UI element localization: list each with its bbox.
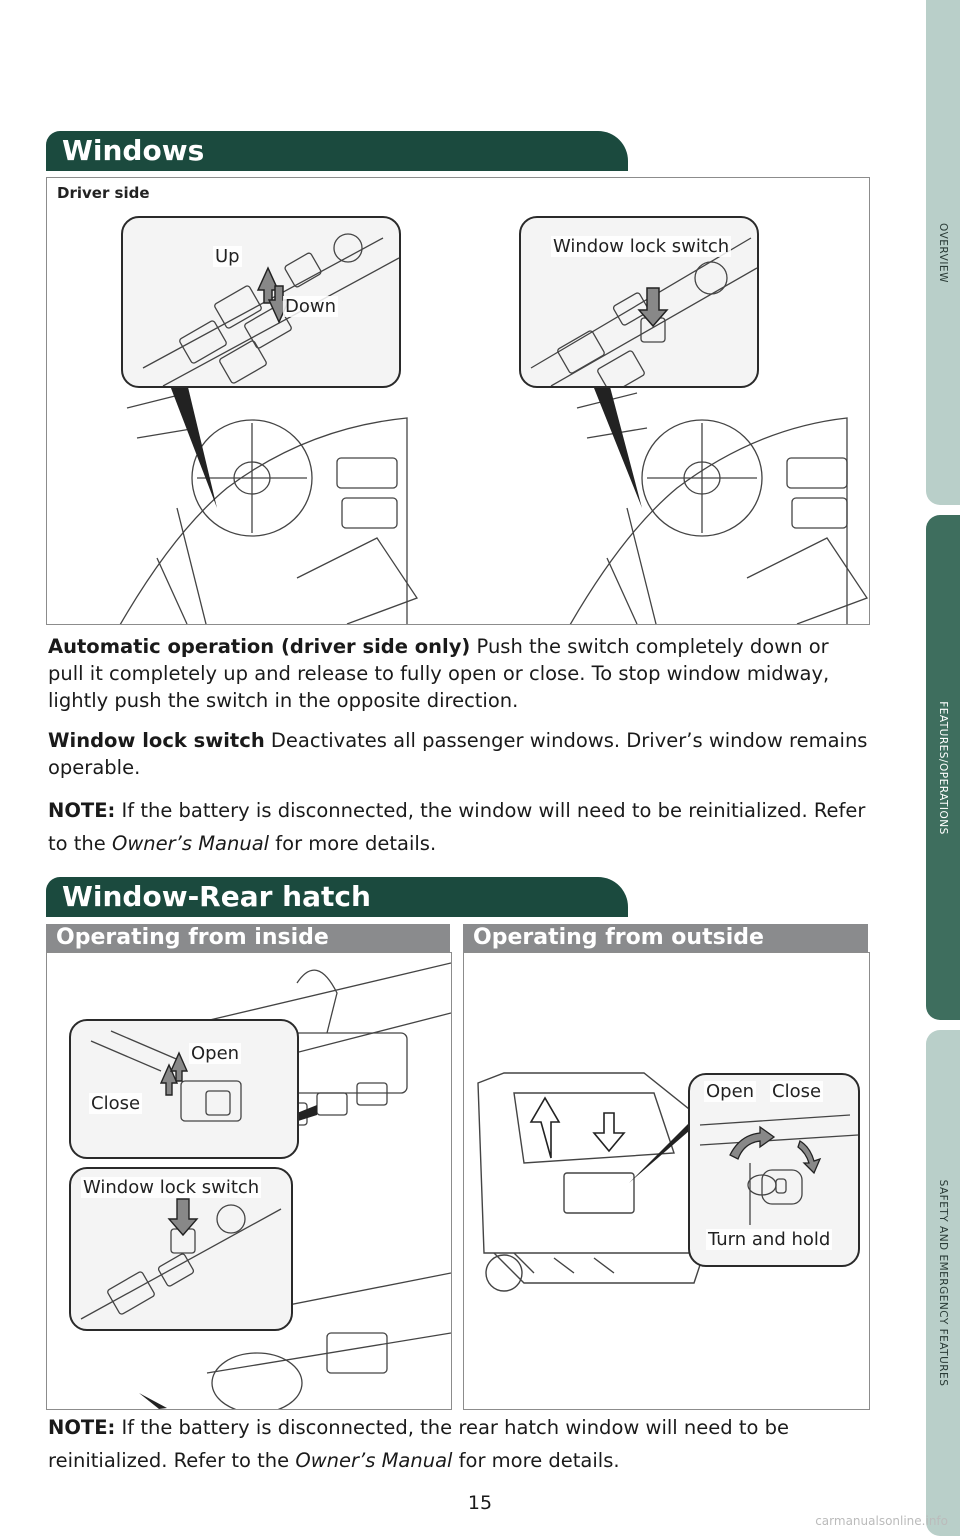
- driver-side-caption: Driver side: [57, 184, 150, 202]
- rear-hatch-note-label: NOTE:: [48, 1416, 116, 1439]
- windows-section-header: Windows: [46, 131, 628, 171]
- lock-switch-text: Deactivates all passenger windows. Driver’s window remains operable.: [48, 729, 868, 779]
- inside-figure: [46, 952, 452, 1410]
- page-number: 15: [467, 1492, 493, 1514]
- side-tab-features-operations[interactable]: [926, 515, 960, 1020]
- windows-figure: [46, 177, 870, 625]
- rear-hatch-note-manual: Owner’s Manual: [295, 1449, 453, 1472]
- window-switch-illustration: [123, 218, 399, 386]
- auto-operation-text: Push the switch completely down or pull it completely up and release to fully open or close. To stop window midway, lightly push the switch in the opposite direction.: [48, 635, 830, 712]
- watermark: carmanualsonline.info: [815, 1514, 948, 1528]
- key-callout: [688, 1073, 860, 1267]
- side-tab-safety[interactable]: [926, 1030, 960, 1536]
- inside-close-label: Close: [91, 1093, 141, 1114]
- rear-hatch-note-text-1: If the battery is disconnected, the rear hatch window will need to be reinitialized. Refer to the: [48, 1416, 789, 1472]
- key-close-label: Close: [772, 1081, 822, 1102]
- outside-figure: [463, 952, 870, 1410]
- turn-hold-label: Turn and hold: [708, 1229, 831, 1250]
- rear-hatch-section-header: Window-Rear hatch: [46, 877, 628, 917]
- lock-switch-label: Window lock switch: [553, 236, 730, 257]
- up-label: Up: [215, 246, 240, 267]
- auto-operation-paragraph: [48, 633, 868, 714]
- windows-note: [48, 794, 868, 860]
- rear-hatch-note: [48, 1411, 868, 1477]
- windows-note-text-2: for more details.: [275, 832, 437, 855]
- outside-subhead: Operating from outside: [463, 924, 868, 952]
- windows-note-label: NOTE:: [48, 799, 116, 822]
- side-tab-features-label: FEATURES/OPERATIONS: [937, 700, 949, 835]
- side-tab-overview-label: OVERVIEW: [937, 222, 949, 283]
- window-switch-callout: [121, 216, 401, 388]
- auto-operation-label: Automatic operation (driver side only): [48, 635, 471, 658]
- key-open-label: Open: [706, 1081, 755, 1102]
- inside-lock-label: Window lock switch: [83, 1177, 260, 1198]
- down-label: Down: [285, 296, 337, 317]
- rear-hatch-note-text-2: for more details.: [458, 1449, 620, 1472]
- open-close-illustration: [71, 1021, 297, 1157]
- open-close-callout: [69, 1019, 299, 1159]
- windows-note-text-1: If the battery is disconnected, the window will need to be reinitialized. Refer to the: [48, 799, 866, 855]
- inside-open-label: Open: [191, 1043, 240, 1064]
- side-tab-safety-label: SAFETY AND EMERGENCY FEATURES: [937, 1179, 949, 1387]
- inside-lock-callout: [69, 1167, 293, 1331]
- side-tab-overview[interactable]: [926, 0, 960, 505]
- window-lock-callout: [519, 216, 759, 388]
- lock-switch-term: Window lock switch: [48, 729, 265, 752]
- inside-subhead: Operating from inside: [46, 924, 450, 952]
- lock-switch-paragraph: [48, 727, 868, 781]
- windows-note-manual: Owner’s Manual: [111, 832, 270, 855]
